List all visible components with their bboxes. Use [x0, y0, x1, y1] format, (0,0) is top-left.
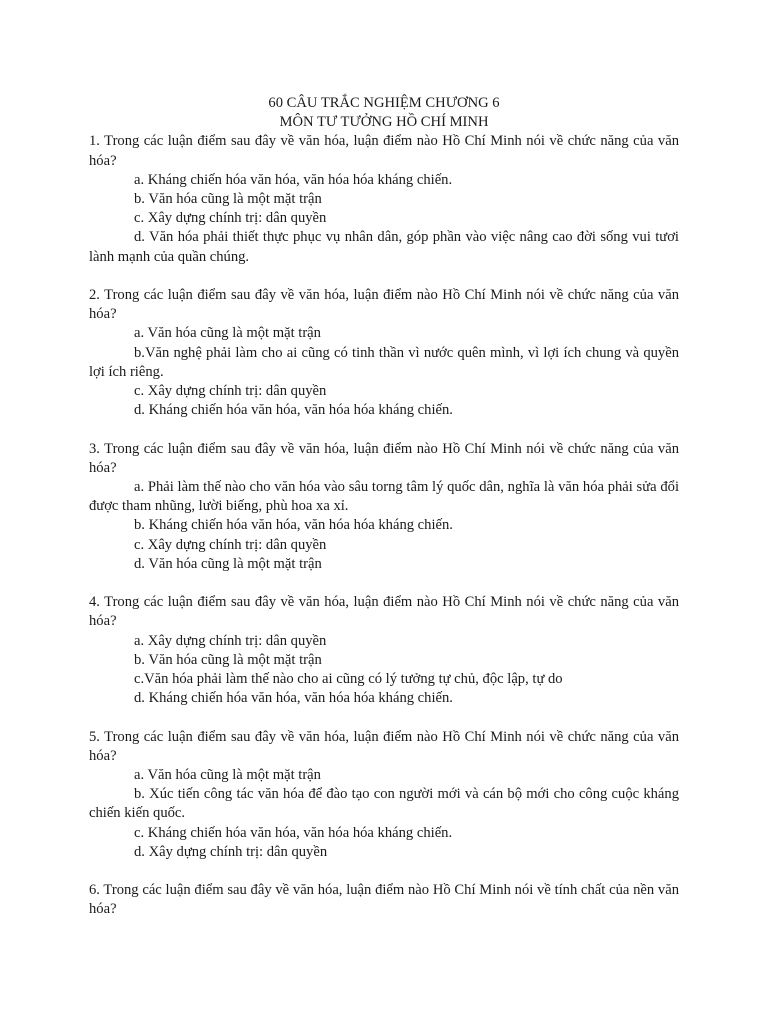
option-b: b. Văn hóa cũng là một mặt trận — [134, 191, 322, 208]
option-d: d. Kháng chiến hóa văn hóa, văn hóa hóa kháng chiến. — [134, 402, 453, 419]
question-text: 1. Trong các luận điểm sau đây về văn hóa, luận điểm nào Hồ Chí Minh nói về chức năng của văn hóa? — [89, 133, 679, 169]
option-c: c. Xây dựng chính trị: dân quyền — [134, 210, 327, 227]
option-b: b.Văn nghệ phải làm cho ai cũng có tinh thần vì nước quên mình, vì lợi ích chung và quyền lợi ích riêng. — [89, 344, 679, 380]
question-3 — [89, 440, 679, 574]
option-c: c. Xây dựng chính trị: dân quyền — [134, 383, 327, 400]
document-title-line-1: 60 CÂU TRẮC NGHIỆM CHƯƠNG 6 — [268, 95, 500, 111]
option-a: a. Văn hóa cũng là một mặt trận — [134, 325, 321, 342]
question-4 — [89, 593, 679, 708]
question-text: 6. Trong các luận điểm sau đây về văn hóa, luận điểm nào Hồ Chí Minh nói về tính chất của nền văn hóa? — [89, 882, 679, 918]
question-5 — [89, 728, 679, 862]
option-c: c. Xây dựng chính trị: dân quyền — [134, 536, 327, 553]
question-6 — [89, 881, 679, 919]
document-title-line-2: MÔN TƯ TƯỞNG HỒ CHÍ MINH — [279, 114, 489, 131]
option-b: b. Văn hóa cũng là một mặt trận — [134, 651, 322, 668]
option-a: a. Văn hóa cũng là một mặt trận — [134, 767, 321, 784]
question-1 — [89, 132, 679, 266]
option-c: c.Văn hóa phải làm thế nào cho ai cũng có lý tưởng tự chủ, độc lập, tự do — [134, 671, 563, 688]
option-b: b. Kháng chiến hóa văn hóa, văn hóa hóa kháng chiến. — [134, 517, 453, 534]
document-page — [89, 94, 679, 920]
option-a: a. Phải làm thế nào cho văn hóa vào sâu torng tâm lý quốc dân, nghĩa là văn hóa phải sửa đổi được tham nhũng, lười biếng, phù hoa xa xỉ. — [89, 479, 679, 515]
option-a: a. Kháng chiến hóa văn hóa, văn hóa hóa kháng chiến. — [134, 171, 453, 188]
option-a: a. Xây dựng chính trị: dân quyền — [134, 632, 327, 649]
option-c: c. Kháng chiến hóa văn hóa, văn hóa hóa kháng chiến. — [134, 824, 453, 841]
question-text: 3. Trong các luận điểm sau đây về văn hóa, luận điểm nào Hồ Chí Minh nói về chức năng của văn hóa? — [89, 440, 679, 476]
question-text: 5. Trong các luận điểm sau đây về văn hóa, luận điểm nào Hồ Chí Minh nói về chức năng của văn hóa? — [89, 728, 679, 764]
question-text: 4. Trong các luận điểm sau đây về văn hóa, luận điểm nào Hồ Chí Minh nói về chức năng của văn hóa? — [89, 594, 679, 630]
option-b: b. Xúc tiến công tác văn hóa để đào tạo con người mới và cán bộ mới cho công cuộc kháng chiến kiến quốc. — [89, 786, 679, 822]
option-d: d. Văn hóa phải thiết thực phục vụ nhân dân, góp phần vào việc nâng cao đời sống vui tươi lành mạnh của quần chúng. — [89, 229, 679, 265]
option-d: d. Văn hóa cũng là một mặt trận — [134, 555, 322, 572]
option-d: d. Xây dựng chính trị: dân quyền — [134, 843, 328, 860]
option-d: d. Kháng chiến hóa văn hóa, văn hóa hóa kháng chiến. — [134, 690, 453, 707]
question-text: 2. Trong các luận điểm sau đây về văn hóa, luận điểm nào Hồ Chí Minh nói về chức năng của văn hóa? — [89, 287, 679, 323]
question-2 — [89, 286, 679, 420]
